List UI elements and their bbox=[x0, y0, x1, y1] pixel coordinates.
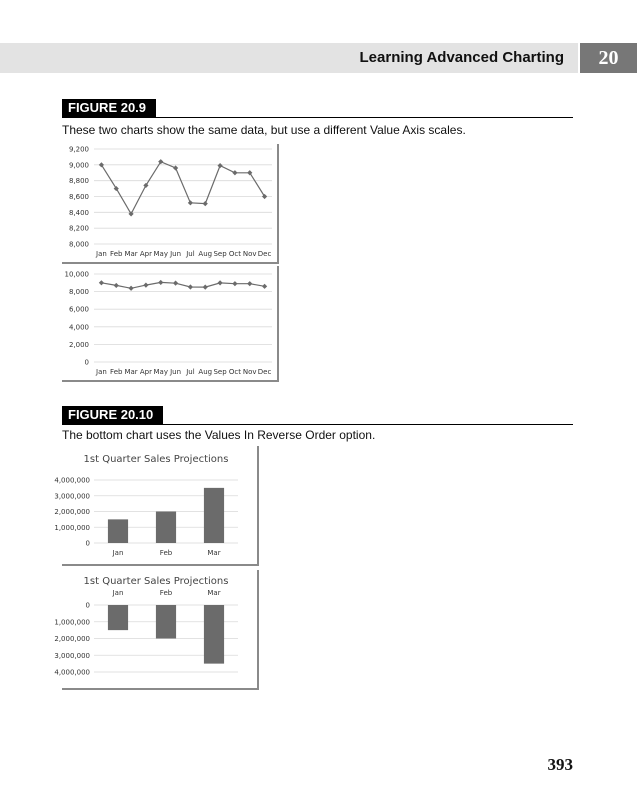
y-tick-label: 0 bbox=[85, 539, 90, 548]
y-tick-label: 0 bbox=[84, 358, 89, 367]
figure-label: FIGURE 20.10 bbox=[62, 406, 163, 424]
line-chart-svg bbox=[62, 144, 277, 262]
x-tick-label: Nov bbox=[242, 368, 257, 376]
x-tick-label: Feb bbox=[159, 589, 173, 597]
x-tick-label: Mar bbox=[207, 589, 221, 597]
y-tick-label: 9,200 bbox=[68, 145, 89, 154]
data-point bbox=[173, 165, 178, 170]
chart-bar-reversed bbox=[54, 570, 259, 690]
bar-chart-svg bbox=[54, 446, 257, 564]
x-tick-label: Dec bbox=[257, 368, 272, 376]
y-tick-label: 6,000 bbox=[68, 305, 89, 314]
bar bbox=[156, 605, 176, 639]
x-tick-label: Aug bbox=[198, 368, 213, 376]
data-point bbox=[158, 280, 163, 285]
y-tick-label: 2,000,000 bbox=[54, 635, 90, 643]
data-point bbox=[203, 201, 208, 206]
page-number: 393 bbox=[547, 755, 573, 774]
y-tick-label: 1,000,000 bbox=[54, 618, 90, 627]
y-tick-label: 3,000,000 bbox=[54, 492, 90, 501]
y-tick-label: 2,000 bbox=[68, 340, 89, 349]
bar-chart-svg bbox=[54, 570, 257, 688]
y-tick-label: 8,600 bbox=[68, 193, 89, 201]
x-tick-label: May bbox=[153, 368, 168, 376]
y-tick-label: 4,000,000 bbox=[54, 668, 90, 677]
x-tick-label: Oct bbox=[228, 250, 241, 258]
x-tick-label: Nov bbox=[242, 250, 257, 258]
series-line bbox=[101, 162, 264, 214]
x-tick-label: Jan bbox=[96, 368, 107, 376]
bar bbox=[156, 512, 176, 544]
chart-line-narrow-scale bbox=[62, 144, 279, 264]
chart-bar-normal bbox=[54, 446, 259, 566]
x-tick-label: Sep bbox=[213, 368, 227, 376]
y-tick-label: 8,400 bbox=[68, 208, 89, 217]
x-tick-label: Jul bbox=[186, 250, 195, 258]
y-tick-label: 4,000,000 bbox=[54, 476, 90, 485]
x-tick-label: Jan bbox=[112, 549, 124, 557]
x-tick-label: Mar bbox=[124, 250, 138, 258]
x-tick-label: Mar bbox=[207, 549, 221, 557]
x-tick-label: Sep bbox=[213, 250, 227, 258]
data-point bbox=[232, 170, 237, 175]
y-tick-label: 9,000 bbox=[68, 161, 89, 170]
y-tick-label: 8,800 bbox=[68, 177, 89, 186]
chart-title: 1st Quarter Sales Projections bbox=[83, 576, 229, 587]
y-tick-label: 3,000,000 bbox=[54, 651, 90, 660]
x-tick-label: Jun bbox=[170, 368, 182, 376]
chapter-number: 20 bbox=[580, 43, 637, 73]
y-tick-label: 10,000 bbox=[64, 270, 89, 279]
x-tick-label: Mar bbox=[124, 368, 138, 376]
data-point bbox=[217, 163, 222, 168]
y-tick-label: 4,000 bbox=[68, 323, 89, 332]
bar bbox=[204, 488, 224, 543]
chapter-title: Learning Advanced Charting bbox=[359, 49, 564, 66]
x-tick-label: Jan bbox=[96, 250, 107, 258]
x-tick-label: Dec bbox=[257, 250, 272, 258]
data-point bbox=[158, 159, 163, 164]
x-tick-label: Apr bbox=[139, 250, 152, 258]
data-point bbox=[188, 200, 193, 205]
x-tick-label: Feb bbox=[110, 250, 123, 258]
data-point bbox=[188, 284, 193, 289]
y-tick-label: 0 bbox=[85, 601, 90, 610]
series-line bbox=[101, 282, 264, 288]
x-tick-label: Oct bbox=[228, 368, 241, 376]
data-point bbox=[247, 281, 252, 286]
data-point bbox=[203, 285, 208, 290]
data-point bbox=[128, 286, 133, 291]
figure-label: FIGURE 20.9 bbox=[62, 99, 156, 117]
y-tick-label: 8,000 bbox=[68, 288, 89, 297]
data-point bbox=[217, 280, 222, 285]
data-point bbox=[262, 284, 267, 289]
figure-caption: These two charts show the same data, but use a different Value Axis scales. bbox=[62, 123, 466, 137]
data-point bbox=[114, 186, 119, 191]
line-chart-svg bbox=[62, 266, 277, 380]
x-tick-label: Jan bbox=[112, 589, 124, 597]
x-tick-label: Jul bbox=[186, 368, 195, 376]
y-tick-label: 1,000,000 bbox=[54, 523, 90, 532]
data-point bbox=[143, 282, 148, 287]
bar bbox=[108, 519, 128, 543]
chart-title: 1st Quarter Sales Projections bbox=[83, 454, 229, 465]
data-point bbox=[173, 281, 178, 286]
data-point bbox=[232, 281, 237, 286]
x-tick-label: Jun bbox=[170, 250, 182, 258]
bar bbox=[204, 605, 224, 664]
x-tick-label: Aug bbox=[198, 250, 213, 258]
x-tick-label: Feb bbox=[110, 368, 123, 376]
chart-line-full-scale bbox=[62, 266, 279, 382]
data-point bbox=[99, 280, 104, 285]
x-tick-label: Feb bbox=[159, 549, 173, 557]
figure-rule bbox=[62, 424, 573, 425]
y-tick-label: 8,200 bbox=[68, 224, 89, 233]
y-tick-label: 2,000,000 bbox=[54, 508, 90, 516]
figure-rule bbox=[62, 117, 573, 118]
bar bbox=[108, 605, 128, 630]
data-point bbox=[114, 283, 119, 288]
x-tick-label: May bbox=[153, 250, 168, 258]
x-tick-label: Apr bbox=[139, 368, 152, 376]
figure-caption: The bottom chart uses the Values In Reverse Order option. bbox=[62, 428, 376, 442]
y-tick-label: 8,000 bbox=[68, 240, 89, 249]
